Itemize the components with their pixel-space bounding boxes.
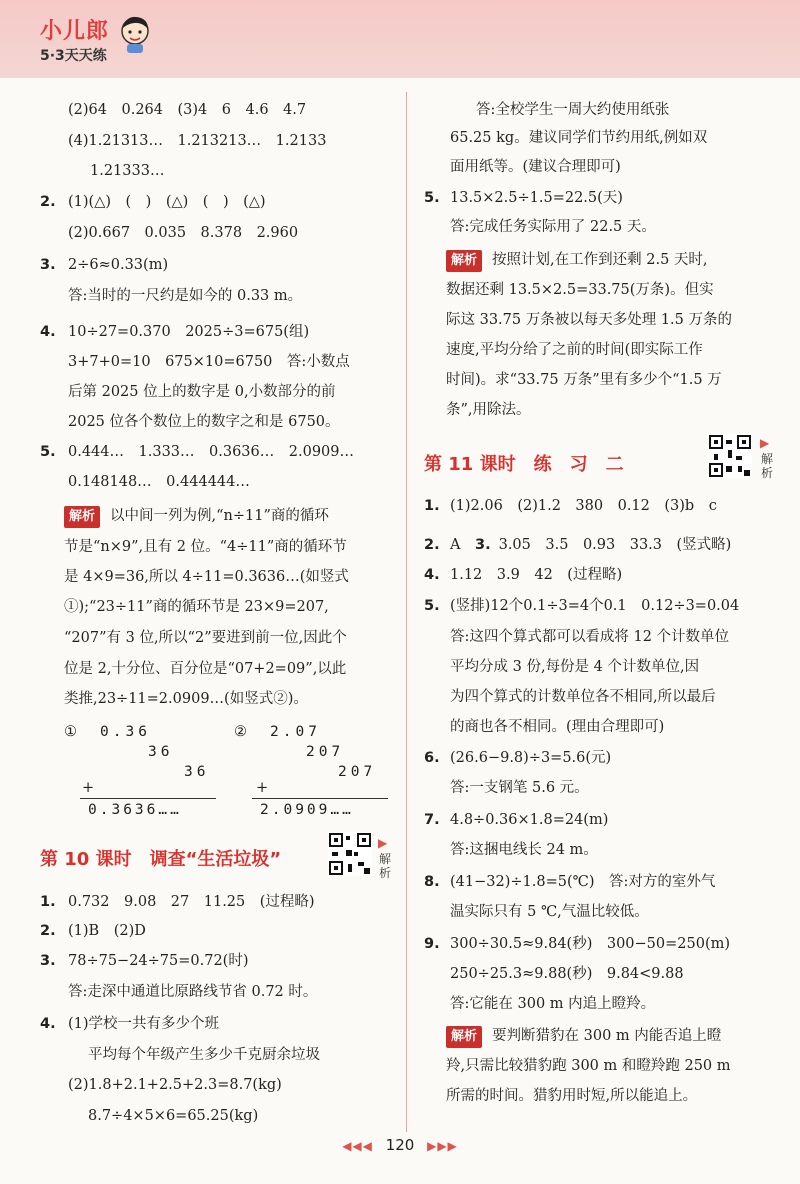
- answer-line: (1)B (2)D: [68, 923, 146, 939]
- answer-line: 面用纸等。(建议合理即可): [450, 159, 621, 175]
- answer-line: 0.732 9.08 27 11.25 (过程略): [68, 894, 315, 910]
- question-number: 5.: [40, 444, 56, 460]
- analysis-text: 是 4×9=36,所以 4÷11=0.3636…(如竖式: [64, 569, 349, 585]
- analysis-text: 际这 33.75 万条被以每天多处理 1.5 万条的: [446, 312, 733, 328]
- question-number: 5.: [424, 598, 440, 614]
- answer-line: (2)1.8+2.1+2.5+2.3=8.7(kg): [68, 1077, 282, 1093]
- question-number: 9.: [424, 936, 440, 952]
- analysis-text: “207”有 3 位,所以“2”要进到前一位,因此个: [64, 630, 347, 646]
- section-title: 第 11 课时 练 习 二: [424, 454, 624, 475]
- question-number: 1.: [424, 498, 440, 514]
- logo-title: 小儿郎: [40, 19, 110, 44]
- answer-line: 250÷25.3≈9.88(秒) 9.84<9.88: [450, 966, 684, 982]
- page-number: 120: [385, 1136, 415, 1154]
- analysis-text: 节是“n×9”,且有 2 位。“4÷11”商的循环节: [64, 539, 347, 555]
- question-number: 2.: [40, 923, 56, 939]
- vertical-calc-row: 36: [184, 764, 210, 780]
- question-number: 7.: [424, 812, 440, 828]
- column-divider: [406, 92, 407, 1132]
- vertical-calc-top: 0.36: [100, 724, 151, 740]
- answer-line: (2)64 0.264 (3)4 6 4.6 4.7: [68, 102, 307, 118]
- analysis-text: 速度,平均分给了之前的时间(即实际工作: [446, 342, 703, 358]
- answer-line: 温实际只有 5 ℃,气温比较低。: [450, 904, 649, 920]
- analysis-text: 羚,只需比较猎豹跑 300 m 和瞪羚跑 250 m: [446, 1058, 731, 1074]
- vertical-calc-top: 2.07: [270, 724, 321, 740]
- plus-sign: +: [256, 780, 269, 796]
- analysis-badge: 解析: [64, 506, 100, 528]
- answer-line: 8.7÷4×5×6=65.25(kg): [88, 1108, 259, 1124]
- section-title: 第 10 课时 调查“生活垃圾”: [40, 849, 282, 870]
- analysis-line: [64, 506, 329, 528]
- answer-line: 答:一支钢笔 5.6 元。: [450, 780, 589, 796]
- page-footer: [0, 1136, 800, 1154]
- play-icon: ▶: [378, 836, 388, 850]
- prev-arrows-icon: ◀◀◀: [342, 1139, 373, 1153]
- sum-rule: [80, 798, 216, 799]
- qr-code-icon[interactable]: [708, 434, 752, 478]
- analysis-text: ①);“23÷11”商的循环节是 23×9=207,: [64, 599, 329, 615]
- answer-line: 1.12 3.9 42 (过程略): [450, 567, 623, 583]
- answer-line: 4.8÷0.36×1.8=24(m): [450, 812, 609, 828]
- analysis-text: 数据还剩 13.5×2.5=33.75(万条)。但实: [446, 282, 714, 298]
- answer-line: 答:走深中通道比原路线节省 0.72 时。: [68, 984, 318, 1000]
- column-label: ①: [64, 724, 77, 740]
- qr-label: 解析: [761, 452, 774, 480]
- answer-line: (41−32)÷1.8=5(℃) 答:对方的室外气: [450, 874, 716, 890]
- answer-line: 答:全校学生一周大约使用纸张: [476, 102, 670, 118]
- question-number: 3.: [474, 537, 491, 553]
- analysis-text: 条”,用除法。: [446, 402, 531, 418]
- question-number: 5.: [424, 190, 440, 206]
- analysis-text: 按照计划,在工作到还剩 2.5 天时,: [492, 252, 708, 268]
- answer-line: 2÷6≈0.33(m): [68, 257, 169, 273]
- sum-rule: [252, 798, 388, 799]
- question-number: 6.: [424, 750, 440, 766]
- answer-line: 的商也各不相同。(理由合理即可): [450, 719, 665, 735]
- answer-line: (1)(△) ( ) (△) ( ) (△): [68, 194, 266, 210]
- answer-line: (2)0.667 0.035 8.378 2.960: [68, 225, 299, 241]
- vertical-calc-row: 207: [338, 764, 377, 780]
- answer-line: 后第 2025 位上的数字是 0,小数部分的前: [68, 384, 336, 400]
- question-number: 3.: [40, 953, 56, 969]
- analysis-line: [446, 250, 708, 272]
- answer-line: 答:这捆电线长 24 m。: [450, 842, 598, 858]
- mascot-icon: [118, 14, 152, 54]
- qr-code-icon[interactable]: [328, 832, 372, 876]
- question-number: 1.: [40, 894, 56, 910]
- answer-line: 0.148148… 0.444444…: [68, 474, 250, 490]
- page-header: [0, 0, 800, 78]
- question-number: 2.: [40, 194, 56, 210]
- vertical-calc-row: 207: [306, 744, 345, 760]
- question-number: 3.: [40, 257, 56, 273]
- plus-sign: +: [82, 780, 95, 796]
- answer-line: (4)1.21313… 1.213213… 1.2133: [68, 133, 327, 149]
- answer-line: 1.21333…: [90, 163, 165, 179]
- answer-line: 答:完成任务实际用了 22.5 天。: [450, 219, 656, 235]
- answer-line: 65.25 kg。建议同学们节约用纸,例如双: [450, 130, 708, 146]
- analysis-line: [446, 1026, 721, 1048]
- analysis-text: 要判断猎豹在 300 m 内能否追上瞪: [492, 1028, 722, 1044]
- analysis-badge: 解析: [446, 250, 482, 272]
- answer-line: (26.6−9.8)÷3=5.6(元): [450, 750, 612, 766]
- answer-text: A: [450, 537, 475, 553]
- answer-line: 10÷27=0.370 2025÷3=675(组): [68, 324, 310, 340]
- answer-line: 0.444… 1.333… 0.3636… 2.0909…: [68, 444, 354, 460]
- logo-subtitle: 5·3天天练: [40, 48, 107, 64]
- column-label: ②: [234, 724, 247, 740]
- vertical-calc-row: 36: [148, 744, 174, 760]
- question-number: 2.: [424, 537, 440, 553]
- answer-line: (竖排)12个0.1÷3=4个0.1 0.12÷3=0.04: [450, 598, 740, 614]
- answer-line: 平均每个年级产生多少千克厨余垃圾: [88, 1047, 320, 1063]
- answer-line: 300÷30.5≈9.84(秒) 300−50=250(m): [450, 936, 731, 952]
- analysis-text: 位是 2,十分位、百分位是“07+2=09”,以此: [64, 661, 347, 677]
- question-number: 8.: [424, 874, 440, 890]
- logo: [40, 14, 109, 65]
- answer-line: 平均分成 3 份,每份是 4 个计数单位,因: [450, 659, 700, 675]
- answer-line: [450, 535, 731, 555]
- analysis-text: 以中间一列为例,“n÷11”商的循环: [110, 508, 329, 524]
- question-number: 4.: [40, 1016, 56, 1032]
- question-number: 4.: [424, 567, 440, 583]
- answer-line: 答:它能在 300 m 内追上瞪羚。: [450, 996, 656, 1012]
- question-number: 4.: [40, 324, 56, 340]
- vertical-calc-result: 0.3636……: [88, 802, 182, 818]
- analysis-text: 类推,23÷11=2.0909…(如竖式②)。: [64, 691, 308, 707]
- answer-text: 3.05 3.5 0.93 33.3 (竖式略): [498, 537, 732, 553]
- answer-line: 2025 位各个数位上的数字之和是 6750。: [68, 414, 340, 430]
- analysis-text: 时间)。求“33.75 万条”里有多少个“1.5 万: [446, 372, 722, 388]
- answer-line: 13.5×2.5÷1.5=22.5(天): [450, 190, 623, 206]
- qr-label: 解析: [379, 852, 392, 880]
- answer-line: (1)2.06 (2)1.2 380 0.12 (3)b c: [450, 498, 717, 514]
- next-arrows-icon: ▶▶▶: [427, 1139, 458, 1153]
- answer-line: 答:当时的一尺约是如今的 0.33 m。: [68, 288, 303, 304]
- play-icon: ▶: [760, 436, 770, 450]
- answer-line: 为四个算式的计数单位各不相同,所以最后: [450, 689, 716, 705]
- vertical-calc-result: 2.0909……: [260, 802, 354, 818]
- answer-line: 答:这四个算式都可以看成将 12 个计数单位: [450, 629, 730, 645]
- answer-line: 78÷75−24÷75=0.72(时): [68, 953, 249, 969]
- answer-line: 3+7+0=10 675×10=6750 答:小数点: [68, 354, 350, 370]
- analysis-badge: 解析: [446, 1026, 482, 1048]
- answer-line: (1)学校一共有多少个班: [68, 1016, 220, 1032]
- analysis-text: 所需的时间。猎豹用时短,所以能追上。: [446, 1088, 698, 1104]
